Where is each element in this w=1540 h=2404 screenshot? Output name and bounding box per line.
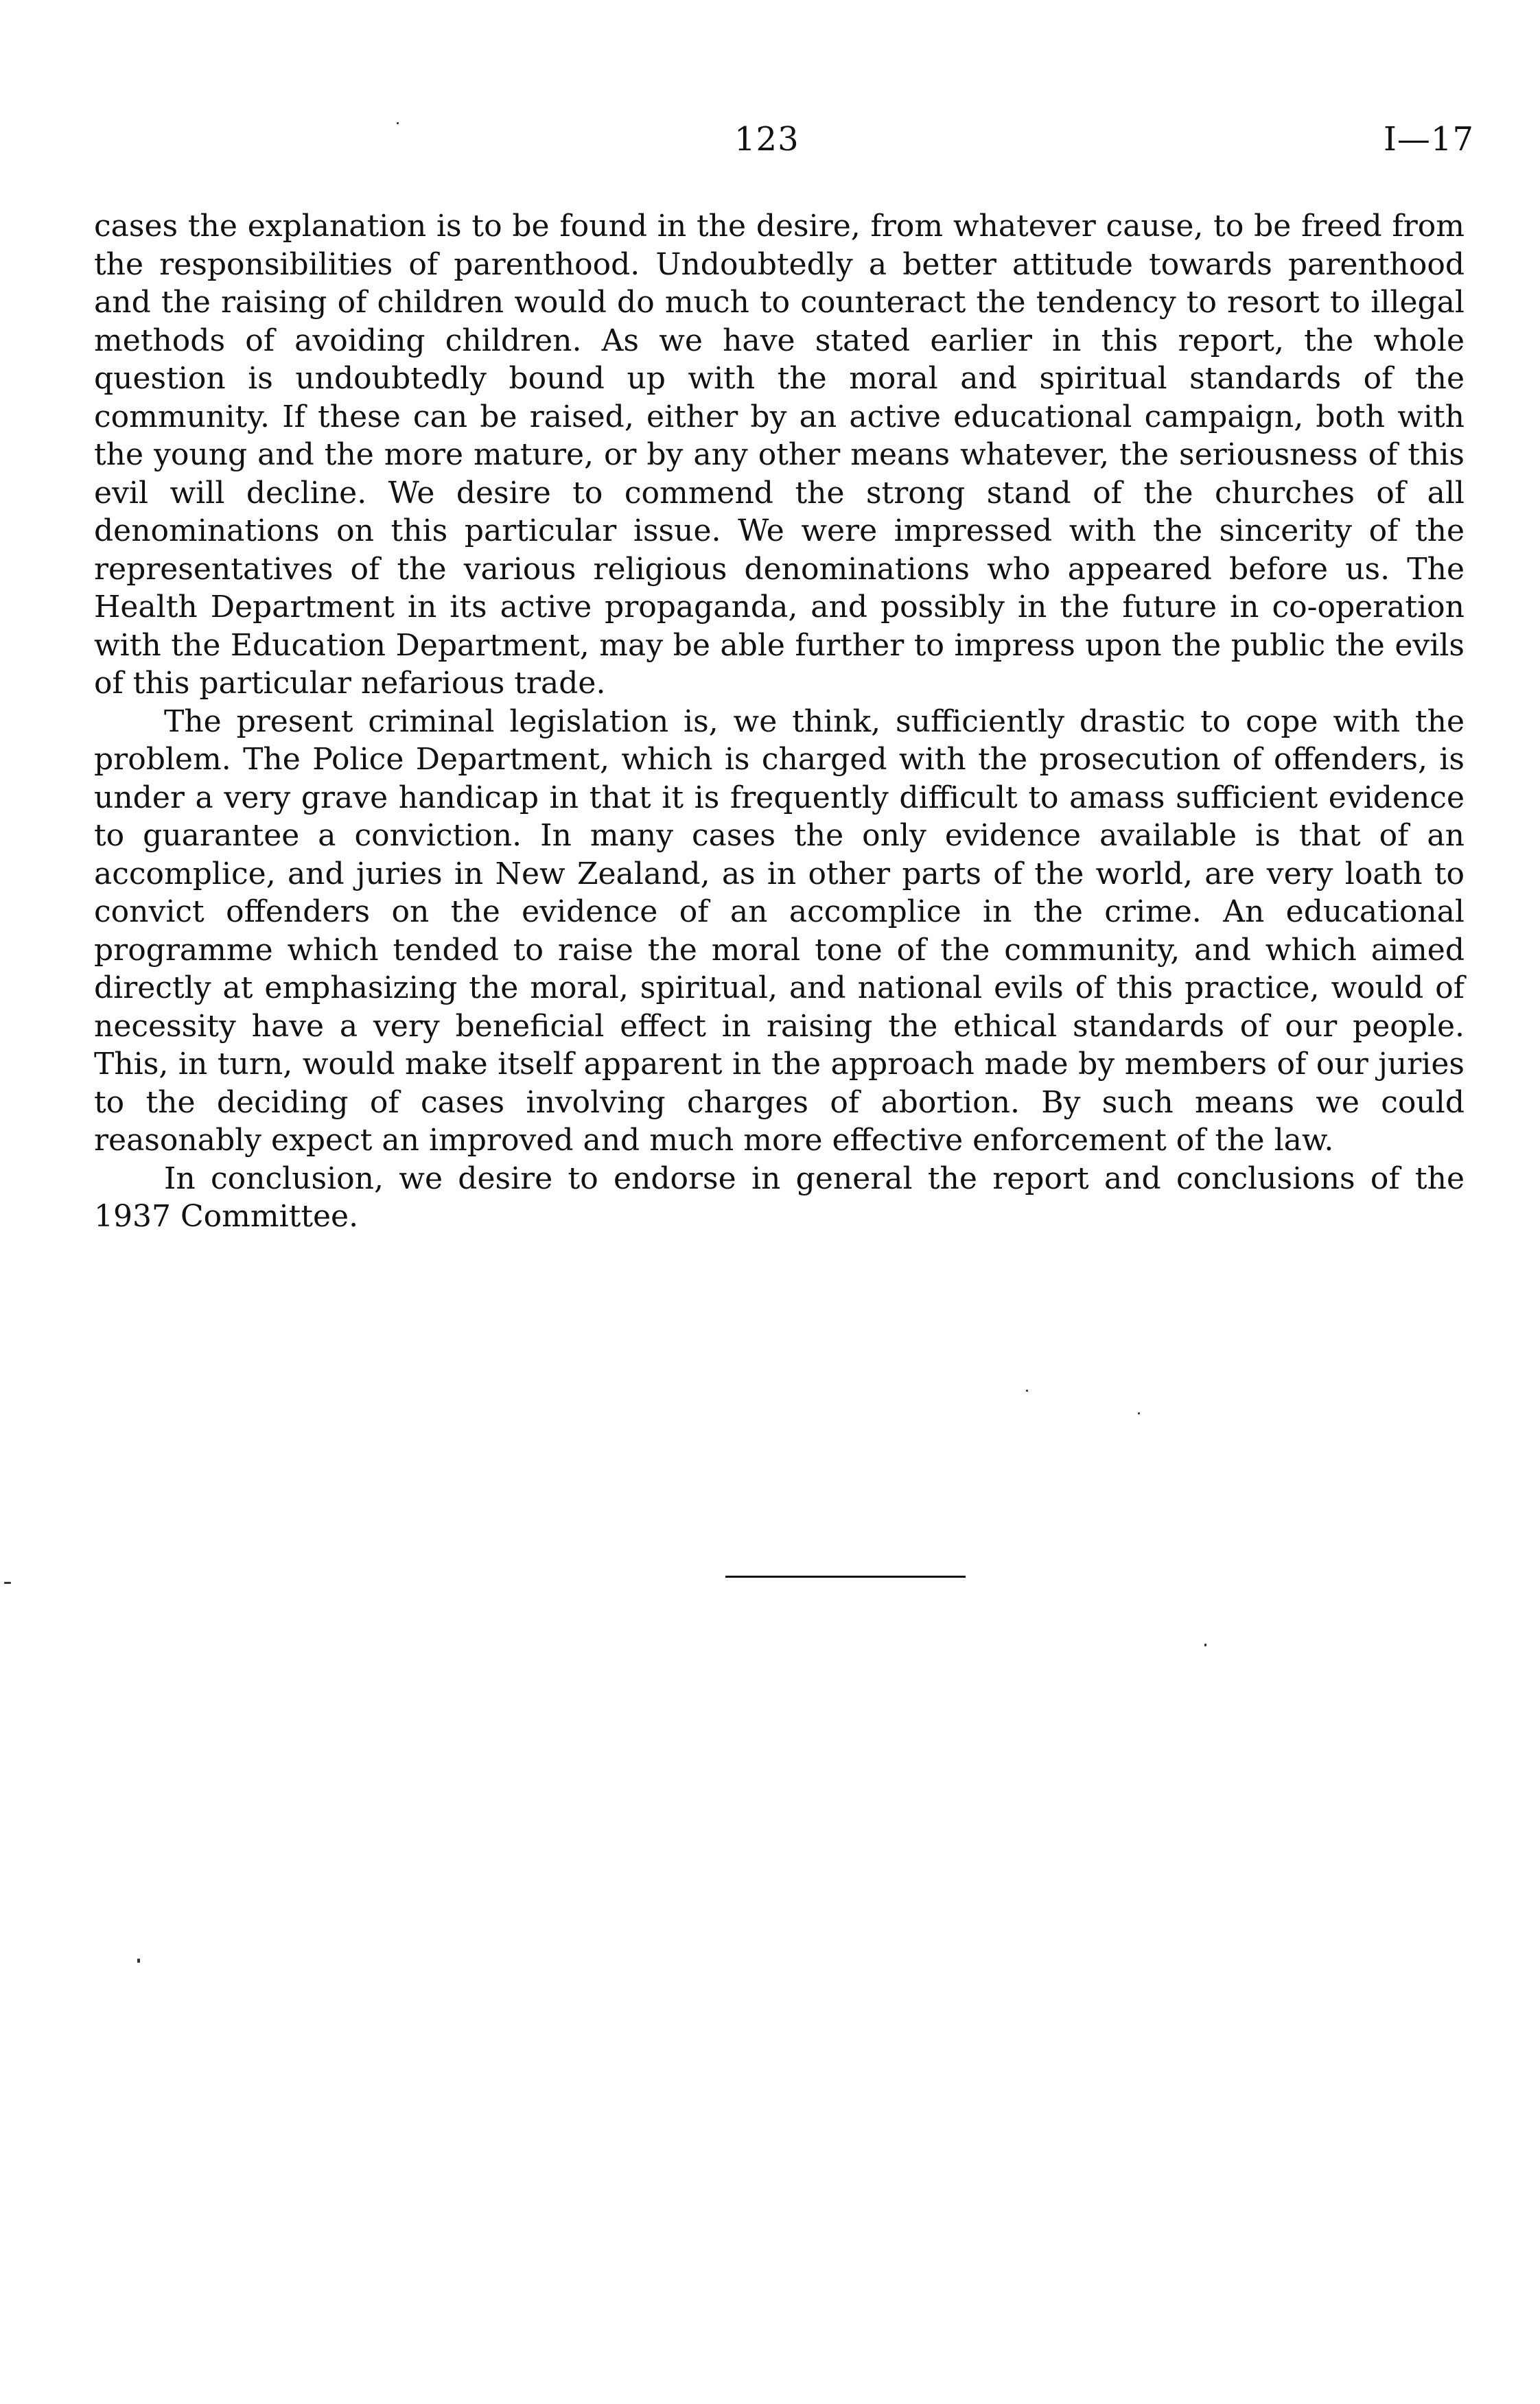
paragraph: The present criminal legislation is, we think, sufficiently drastic to cope with the problem. The Police Department, which is charged with the prosecution of offenders, is under a very grave handicap in that it is frequently difficult to amass sufficient evidence to guarantee a conviction. In many cases the only evidence available is that of an accomplice, and juries in New Zealand, as in other parts of the world, are very loath to convict offenders on the evidence of an accomplice in the crime. An educational programme which tended to raise the moral tone of the community, and which aimed directly at emphasizing the moral, spiritual, and national evils of this practice, would of necessity have a very beneficial effect in raising the ethical standards of our people. This, in turn, would make itself apparent in the approach made by members of our juries to the deciding of cases involving charges of abortion. By such means we could reasonably expect an improved and much more effective enforcement of the law. — [94, 703, 1465, 1158]
page-header — [0, 115, 1540, 163]
paragraph: In conclusion, we desire to endorse in general the report and conclusions of the 1937 Committee. — [94, 1160, 1465, 1234]
page-number: 123 — [734, 120, 800, 159]
scan-speck — [1026, 1390, 1028, 1392]
document-reference: I—17 — [1383, 120, 1474, 159]
body-text — [94, 207, 1465, 1236]
scan-speck — [1138, 1412, 1140, 1414]
scan-speck — [4, 1582, 11, 1584]
scan-speck — [137, 1959, 140, 1963]
section-end-rule — [725, 1576, 966, 1578]
scan-speck — [397, 122, 399, 124]
paragraph: cases the explanation is to be found in the desire, from whatever cause, to be freed from the responsibilities of parenthood. Undoubtedly a better attitude towards parenthood and the raising of children would do much to counteract the tendency to resort to illegal methods of avoiding children. As we have stated earlier in this report, the whole question is undoubtedly bound up with the moral and spiritual standards of the community. If these can be raised, either by an active educational campaign, both with the young and the more mature, or by any other means whatever, the seriousness of this evil will decline. We desire to commend the strong stand of the churches of all denominations on this particular issue. We were impressed with the sincerity of the representatives of the various religious denominations who appeared before us. The Health Department in its active propaganda, and possibly in the future in co-operation with the Education Department, may be able further to impress upon the public the evils of this particular nefarious trade. — [94, 209, 1465, 701]
scan-speck — [1204, 1644, 1206, 1646]
